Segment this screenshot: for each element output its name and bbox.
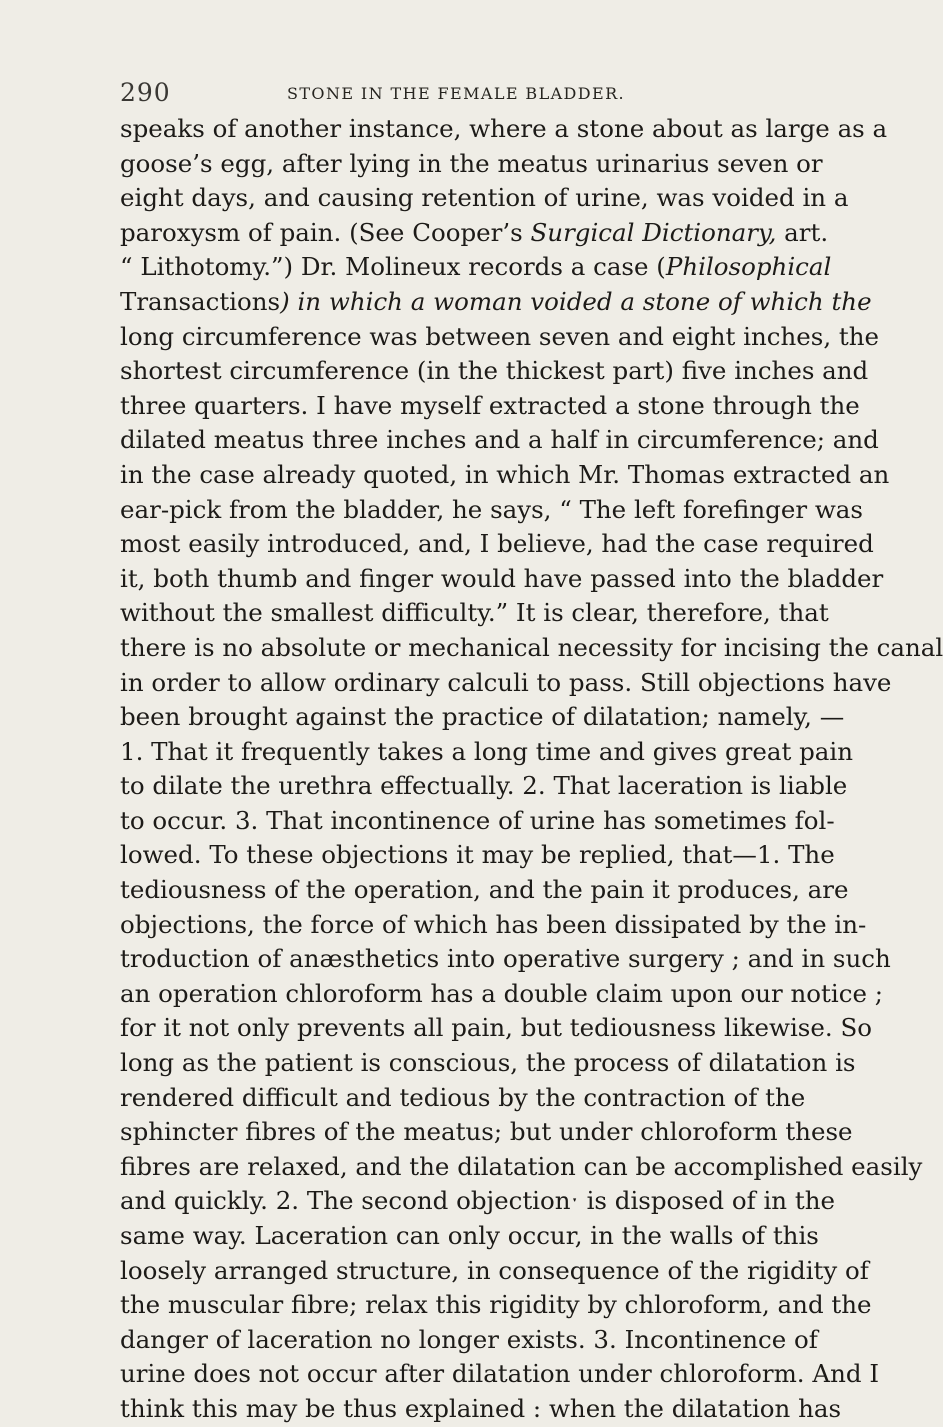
text-line: 1. That it frequently takes a long time and gives great pain (120, 736, 854, 766)
text-line: eight days, and causing retention of urine, was voided in a (120, 183, 849, 213)
page-number: 290 (120, 78, 171, 107)
text-line: long circumference was between seven and eight inches, the (120, 321, 880, 351)
text-line: three quarters. I have myself extracted a stone through the (120, 390, 860, 420)
text-line: without the smallest difficulty.” It is clear, therefore, that (120, 598, 829, 628)
text-line: lowed. To these objections it may be replied, that—1. The (120, 840, 835, 870)
body-text (120, 112, 943, 1427)
text-line: tediousness of the operation, and the pain it produces, are (120, 875, 849, 905)
text-line: “ Lithotomy.”) Dr. Molineux records a case (Philosophical (120, 252, 832, 282)
text-line: an operation chloroform has a double claim upon our notice ; (120, 978, 883, 1008)
text-line: been brought against the practice of dilatation; namely, — (120, 702, 845, 732)
text-line: most easily introduced, and, I believe, had the case required (120, 529, 874, 559)
text-line: and quickly. 2. The second objectionˑ is disposed of in the (120, 1186, 835, 1216)
text-line: paroxysm of pain. (See Cooper’s Surgical Dictionary, art. (120, 217, 829, 247)
text-line: there is no absolute or mechanical necessity for incising the canal (120, 632, 943, 662)
text-line: the muscular fibre; relax this rigidity by chloroform, and the (120, 1290, 872, 1320)
text-line: in the case already quoted, in which Mr. Thomas extracted an (120, 459, 890, 489)
text-line: fibres are relaxed, and the dilatation can be accomplished easily (120, 1151, 923, 1181)
text-line: objections, the force of which has been dissipated by the in- (120, 909, 867, 939)
text-line: for it not only prevents all pain, but tediousness likewise. So (120, 1013, 872, 1043)
text-line: rendered difficult and tedious by the contraction of the (120, 1082, 806, 1112)
text-line: sphincter fibres of the meatus; but under chloroform these (120, 1117, 853, 1147)
running-head: STONE IN THE FEMALE BLADDER. (287, 84, 626, 103)
text-line: in order to allow ordinary calculi to pass. Still objections have (120, 667, 892, 697)
text-line: it, both thumb and finger would have passed into the bladder (120, 563, 884, 593)
text-line: urine does not occur after dilatation under chloroform. And I (120, 1359, 879, 1389)
text-line: troduction of anæsthetics into operative surgery ; and in such (120, 944, 891, 974)
text-line: to dilate the urethra effectually. 2. That laceration is liable (120, 771, 848, 801)
text-line: ear-pick from the bladder, he says, “ The left forefinger was (120, 494, 863, 524)
text-line: shortest circumference (in the thickest part) five inches and (120, 356, 869, 386)
text-line: goose’s egg, after lying in the meatus urinarius seven or (120, 148, 823, 178)
text-line: Transactions) in which a woman voided a stone of which the (120, 286, 872, 316)
text-line: think this may be thus explained : when the dilatation has (120, 1393, 842, 1423)
text-line: danger of laceration no longer exists. 3. Incontinence of (120, 1324, 818, 1354)
text-line: dilated meatus three inches and a half in circumference; and (120, 425, 879, 455)
text-line: speaks of another instance, where a stone about as large as a (120, 114, 888, 143)
text-line: long as the patient is conscious, the process of dilatation is (120, 1048, 856, 1078)
text-line: loosely arranged structure, in consequence of the rigidity of (120, 1255, 869, 1285)
text-line: to occur. 3. That incontinence of urine has sometimes fol- (120, 805, 835, 835)
text-line: same way. Laceration can only occur, in the walls of this (120, 1221, 819, 1250)
